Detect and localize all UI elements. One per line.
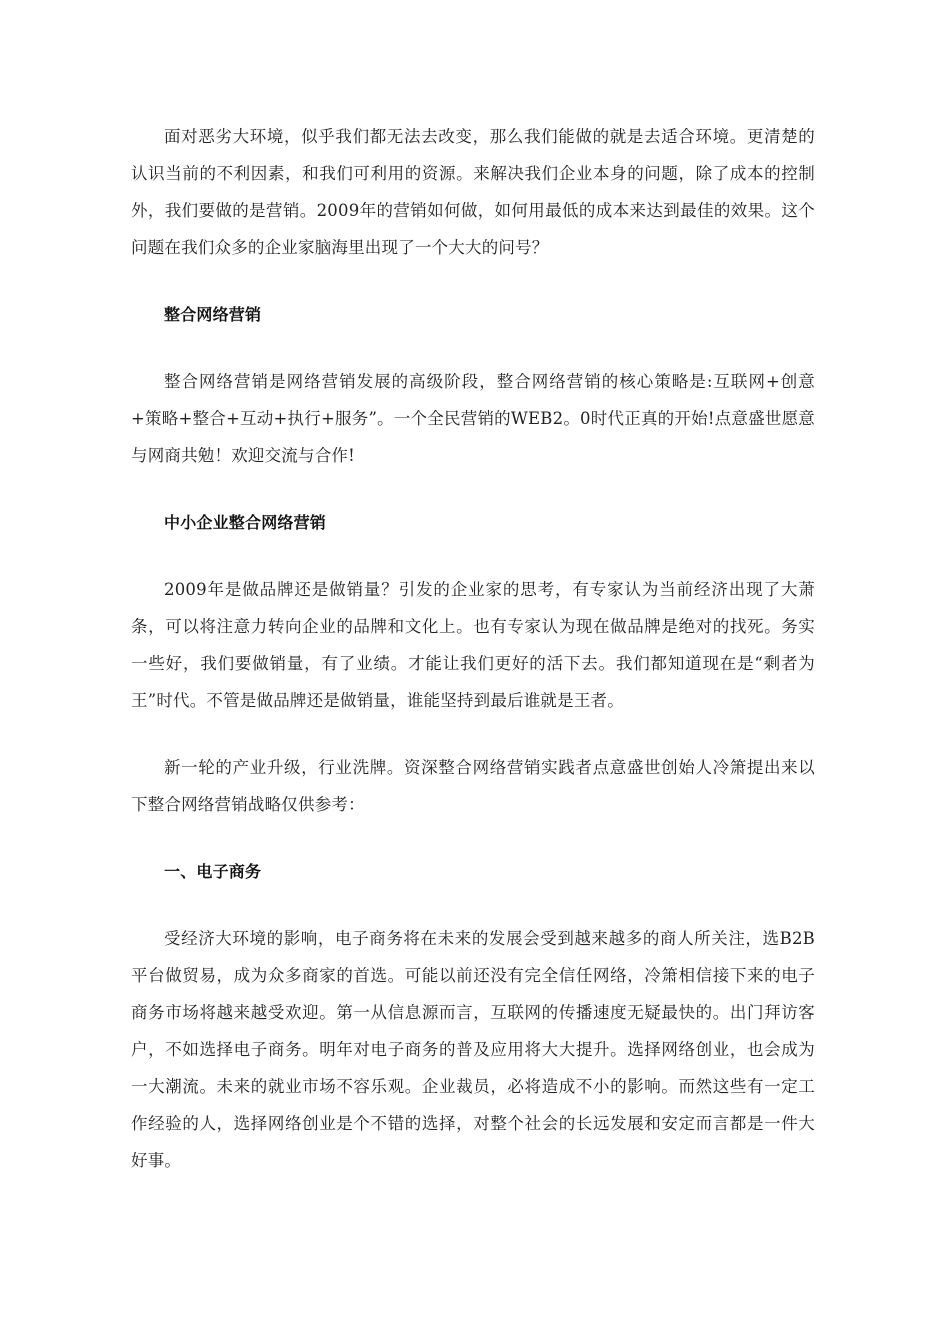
paragraph-brand-or-sales: 2009年是做品牌还是做销量？引发的企业家的思考，有专家认为当前经济出现了大萧条，可以将注意力转向企业的品牌和文化上。也有专家认为现在做品牌是绝对的找死。务实一些好，我们要做销量，有了业绩。才能让我们更好的活下去。我们都知道现在是“剩者为王”时代。不管是做品牌还是做销量，谁能坚持到最后谁就是王者。: [131, 580, 815, 710]
heading-sme-marketing: 中小企业整合网络营销: [164, 513, 327, 532]
document-body: [131, 118, 815, 1179]
heading-integrated-marketing: 整合网络营销: [164, 305, 262, 324]
paragraph-industry-upgrade: 新一轮的产业升级，行业洗牌。资深整合网络营销实践者点意盛世创始人冷箫提出来以下整合网络营销战略仅供参考：: [131, 758, 815, 814]
heading-ecommerce: 一、电子商务: [164, 862, 262, 881]
paragraph-ecommerce: 受经济大环境的影响，电子商务将在未来的发展会受到越来越多的商人所关注，选B2B平台做贸易，成为众多商家的首选。可能以前还没有完全信任网络，冷箫相信接下来的电子商务市场将越来越受欢迎。第一从信息源而言，互联网的传播速度无疑最快的。出门拜访客户，不如选择电子商务。明年对电子商务的普及应用将大大提升。选择网络创业，也会成为一大潮流。未来的就业市场不容乐观。企业裁员，必将造成不小的影响。而然这些有一定工作经验的人，选择网络创业是个不错的选择，对整个社会的长远发展和安定而言都是一件大好事。: [131, 929, 815, 1170]
paragraph-integrated-marketing: 整合网络营销是网络营销发展的高级阶段，整合网络营销的核心策略是:互联网+创意+策略+整合+互动+执行+服务”。一个全民营销的WEB2。0时代正真的开始!点意盛世愿意与网商共勉！欢迎交流与合作!: [131, 372, 815, 465]
paragraph-intro: 面对恶劣大环境，似乎我们都无法去改变，那么我们能做的就是去适合环境。更清楚的认识当前的不利因素，和我们可利用的资源。来解决我们企业本身的问题，除了成本的控制外，我们要做的是营销。2009年的营销如何做，如何用最低的成本来达到最佳的效果。这个问题在我们众多的企业家脑海里出现了一个大大的问号？: [131, 127, 815, 257]
